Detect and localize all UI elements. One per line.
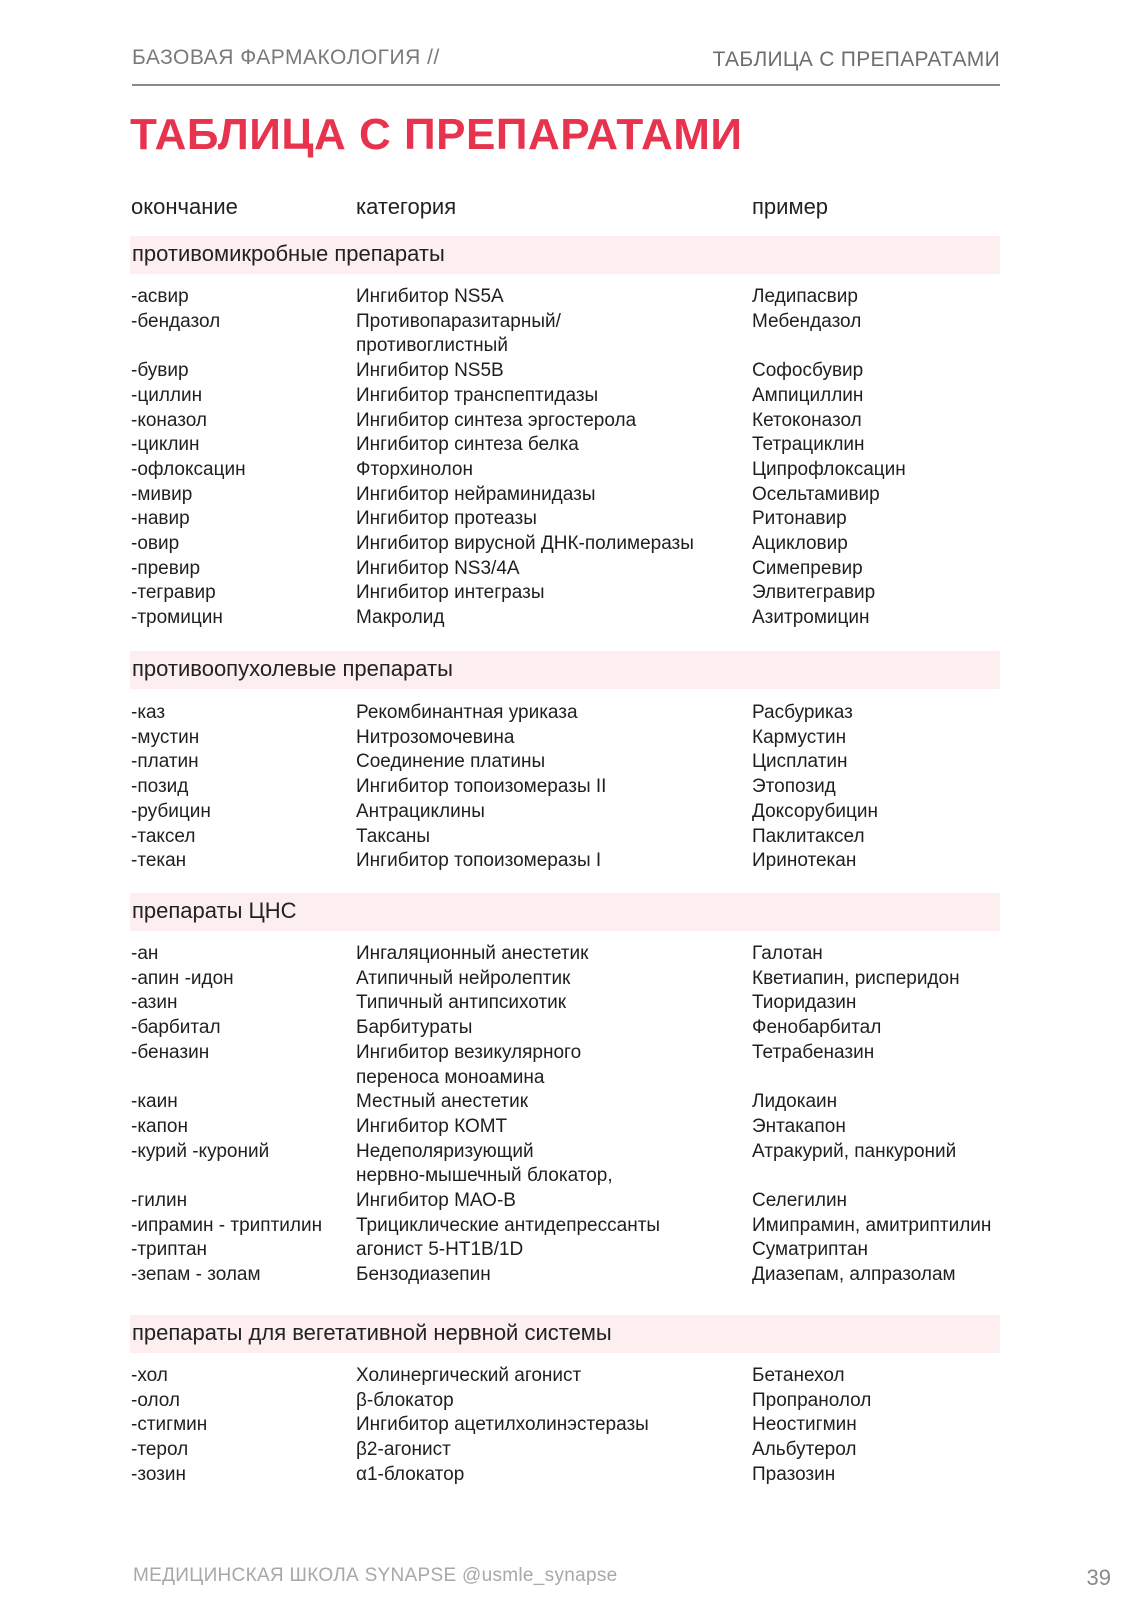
- section-title: препараты для вегетативной нервной системы: [132, 1320, 612, 1345]
- example-cell: Ацикловир: [752, 533, 848, 554]
- example-cell: Цисплатин: [752, 751, 848, 773]
- category-cell: Противопаразитарный/ противоглистный: [356, 310, 561, 357]
- example-cell: Паклитаксел: [752, 825, 865, 847]
- category-cell: Ингибитор NS5B: [356, 360, 504, 382]
- ending-cell: -ан: [131, 943, 159, 964]
- example-cell: Симепревир: [752, 557, 863, 579]
- example-cell: Селегилин: [752, 1190, 848, 1211]
- example-cell: Доксорубицин: [752, 800, 879, 822]
- ending-cell: -курий -куроний: [131, 1140, 270, 1162]
- ending-cell: -тромицин: [131, 607, 223, 629]
- ending-cell: -платин: [131, 751, 199, 773]
- category-cell: Ингибитор протеазы: [356, 508, 537, 530]
- section-header: [130, 1315, 1000, 1353]
- ending-cell: -коназол: [131, 409, 207, 431]
- category-cell: β-блокатор: [356, 1389, 454, 1411]
- example-cell: Элвитегравир: [752, 582, 876, 604]
- category-cell: Ингибитор нейраминидазы: [356, 483, 596, 505]
- example-cell: Иринотекан: [752, 850, 857, 872]
- category-cell: Ингибитор вирусной ДНК-полимеразы: [356, 533, 694, 554]
- category-cell: Ингибитор ацетилхолинэстеразы: [356, 1414, 649, 1436]
- example-cell: Ледипасвир: [752, 286, 858, 307]
- category-cell: Ингибитор транспептидазы: [356, 384, 599, 406]
- category-cell: Ингибитор NS3/4A: [356, 557, 520, 579]
- ending-cell: -беназин: [131, 1041, 210, 1063]
- category-cell: Таксаны: [356, 825, 431, 847]
- category-cell: Фторхинолон: [356, 458, 473, 480]
- example-cell: Осельтамивир: [752, 483, 880, 505]
- category-cell: Ингибитор везикулярного переноса моноамина: [356, 1041, 582, 1088]
- column-header-ending: окончание: [131, 194, 238, 219]
- ending-cell: -бувир: [131, 360, 189, 382]
- example-cell: Мебендазол: [752, 310, 862, 332]
- ending-cell: -офлоксацин: [131, 458, 246, 480]
- category-cell: Ингибитор интегразы: [356, 582, 545, 604]
- category-cell: Барбитураты: [356, 1017, 473, 1039]
- section-title: противоопухолевые препараты: [132, 656, 453, 681]
- example-cell: Тиоридазин: [752, 992, 857, 1014]
- ending-cell: -навир: [131, 508, 190, 530]
- column-header-example: пример: [752, 194, 829, 219]
- category-cell: α1-блокатор: [356, 1463, 465, 1485]
- ending-cell: -зозин: [131, 1463, 186, 1485]
- ending-cell: -апин -идон: [131, 967, 234, 989]
- category-cell: Ингибитор топоизомеразы I: [356, 850, 602, 872]
- section-header: [130, 893, 1000, 931]
- example-cell: Азитромицин: [752, 607, 870, 629]
- ending-cell: -стигмин: [131, 1414, 208, 1436]
- category-cell: Соединение платины: [356, 751, 546, 773]
- header-book-title: БАЗОВАЯ ФАРМАКОЛОГИЯ //: [132, 46, 440, 69]
- category-cell: Местный анестетик: [356, 1091, 529, 1113]
- example-cell: Этопозид: [752, 776, 836, 798]
- ending-cell: -хол: [131, 1365, 168, 1386]
- category-cell: Бензодиазепин: [356, 1264, 491, 1286]
- example-cell: Бетанехол: [752, 1365, 845, 1386]
- ending-cell: -мивир: [131, 483, 193, 505]
- ending-cell: -ипрамин - триптилин: [131, 1214, 323, 1236]
- ending-cell: -капон: [131, 1115, 188, 1137]
- category-cell: Рекомбинантная уриказа: [356, 702, 578, 723]
- ending-cell: -превир: [131, 557, 201, 579]
- category-cell: Атипичный нейролептик: [356, 967, 571, 989]
- page-title: ТАБЛИЦА С ПРЕПАРАТАМИ: [130, 110, 743, 159]
- section-title: препараты ЦНС: [132, 898, 297, 923]
- ending-cell: -триптан: [131, 1239, 208, 1261]
- example-cell: Ципрофлоксацин: [752, 458, 906, 480]
- example-cell: Неостигмин: [752, 1414, 857, 1436]
- ending-cell: -тегравир: [131, 582, 216, 604]
- category-cell: Ингибитор КОМТ: [356, 1115, 508, 1137]
- example-cell: Суматриптан: [752, 1239, 868, 1261]
- ending-cell: -терол: [131, 1439, 189, 1461]
- example-cell: Ампициллин: [752, 384, 864, 406]
- category-cell: Макролид: [356, 607, 445, 629]
- ending-cell: -циклин: [131, 434, 200, 456]
- example-cell: Кармустин: [752, 726, 847, 748]
- example-cell: Диазепам, алпразолам: [752, 1264, 956, 1286]
- category-cell: β2-агонист: [356, 1439, 451, 1461]
- example-cell: Софосбувир: [752, 360, 864, 382]
- ending-cell: -позид: [131, 776, 189, 798]
- category-cell: агонист 5-HT1B/1D: [356, 1239, 524, 1261]
- example-cell: Празозин: [752, 1463, 836, 1485]
- category-cell: Типичный антипсихотик: [356, 992, 567, 1014]
- category-cell: Холинергический агонист: [356, 1365, 582, 1386]
- page-number: 39: [1086, 1565, 1111, 1590]
- category-cell: Ингибитор МАО-В: [356, 1190, 516, 1211]
- column-header-category: категория: [356, 194, 457, 219]
- category-cell: Ингибитор синтеза белка: [356, 434, 579, 456]
- example-cell: Кетоконазол: [752, 409, 862, 431]
- section-header: [130, 651, 1000, 689]
- ending-cell: -азин: [131, 992, 178, 1014]
- ending-cell: -каин: [131, 1091, 178, 1113]
- footer-school: МЕДИЦИНСКАЯ ШКОЛА SYNAPSE @usmle_synapse: [133, 1565, 618, 1586]
- example-cell: Кветиапин, рисперидон: [752, 967, 960, 989]
- section-header: [130, 236, 1000, 274]
- example-cell: Пропранолол: [752, 1389, 872, 1411]
- example-cell: Галотан: [752, 943, 823, 964]
- ending-cell: -рубицин: [131, 800, 211, 822]
- ending-cell: -гилин: [131, 1190, 188, 1211]
- example-cell: Лидокаин: [752, 1091, 838, 1113]
- category-cell: Ингибитор NS5A: [356, 286, 504, 307]
- example-cell: Тетрабеназин: [752, 1041, 875, 1063]
- example-cell: Фенобарбитал: [752, 1017, 882, 1039]
- example-cell: Ритонавир: [752, 508, 847, 530]
- ending-cell: -мустин: [131, 726, 200, 748]
- ending-cell: -циллин: [131, 384, 203, 406]
- ending-cell: -олол: [131, 1389, 181, 1411]
- category-cell: Антрациклины: [356, 800, 485, 822]
- category-cell: Ингаляционный анестетик: [356, 943, 589, 964]
- example-cell: Имипрамин, амитриптилин: [752, 1214, 992, 1236]
- example-cell: Энтакапон: [752, 1115, 846, 1137]
- ending-cell: -овир: [131, 533, 180, 554]
- ending-cell: -таксел: [131, 825, 196, 847]
- ending-cell: -текан: [131, 850, 187, 872]
- ending-cell: -бендазол: [131, 310, 221, 332]
- ending-cell: -барбитал: [131, 1017, 221, 1039]
- ending-cell: -каз: [131, 702, 166, 723]
- category-cell: Ингибитор топоизомеразы II: [356, 776, 607, 798]
- ending-cell: -зепам - золам: [131, 1264, 261, 1286]
- category-cell: Нитрозомочевина: [356, 726, 515, 748]
- example-cell: Расбуриказ: [752, 702, 853, 723]
- section-title: противомикробные препараты: [132, 241, 445, 266]
- category-cell: Недеполяризующий нервно-мышечный блокатор,: [356, 1140, 613, 1187]
- example-cell: Атракурий, панкуроний: [752, 1140, 957, 1162]
- category-cell: Трициклические антидепрессанты: [356, 1214, 661, 1236]
- header-section-title: ТАБЛИЦА С ПРЕПАРАТАМИ: [712, 48, 1000, 71]
- ending-cell: -асвир: [131, 286, 189, 307]
- running-header: [132, 44, 1000, 86]
- category-cell: Ингибитор синтеза эргостерола: [356, 409, 637, 431]
- example-cell: Альбутерол: [752, 1439, 857, 1461]
- example-cell: Тетрациклин: [752, 434, 865, 456]
